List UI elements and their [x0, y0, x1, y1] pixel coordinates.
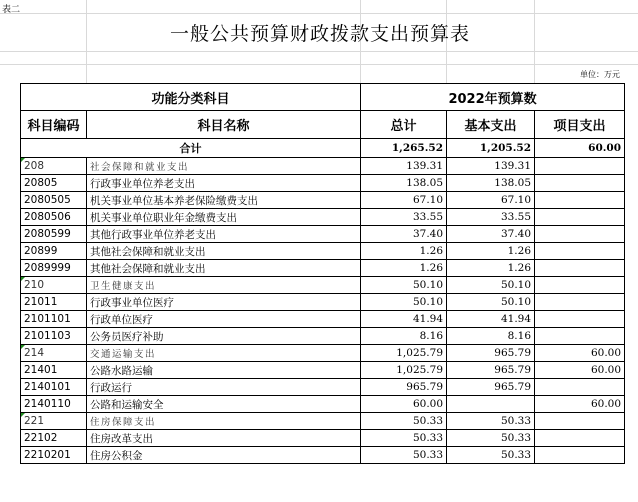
row-code: 2140110	[21, 396, 87, 413]
header-name: 科目名称	[87, 111, 361, 139]
row-project	[535, 158, 625, 175]
row-total: 8.16	[361, 328, 447, 345]
row-total: 965.79	[361, 379, 447, 396]
table-row	[21, 175, 625, 192]
table-row	[21, 311, 625, 328]
row-total: 33.55	[361, 209, 447, 226]
total-project: 60.00	[535, 139, 625, 158]
row-code: 2089999	[21, 260, 87, 277]
row-code-text: 214	[24, 347, 45, 359]
row-name: 公路水路运输	[87, 362, 361, 379]
row-total: 138.05	[361, 175, 447, 192]
row-basic: 1.26	[447, 260, 535, 277]
table-row	[21, 430, 625, 447]
row-total: 41.94	[361, 311, 447, 328]
header-row-group	[21, 84, 625, 111]
cell-marker-icon	[21, 158, 25, 162]
table-row	[21, 362, 625, 379]
table-row	[21, 243, 625, 260]
row-code: 2101101	[21, 311, 87, 328]
row-total: 1.26	[361, 243, 447, 260]
row-total: 50.33	[361, 413, 447, 430]
header-basic: 基本支出	[447, 111, 535, 139]
row-name: 机关事业单位职业年金缴费支出	[87, 209, 361, 226]
row-total: 50.33	[361, 447, 447, 464]
row-name: 卫生健康支出	[87, 277, 361, 294]
budget-table	[20, 83, 625, 464]
row-name: 行政运行	[87, 379, 361, 396]
row-basic: 138.05	[447, 175, 535, 192]
unit-label: 单位：万元	[580, 70, 620, 79]
row-basic: 965.79	[447, 345, 535, 362]
row-basic: 1.26	[447, 243, 535, 260]
header-functional-class: 功能分类科目	[21, 84, 361, 111]
table-row	[21, 260, 625, 277]
cell-marker-icon	[21, 277, 25, 281]
row-basic: 67.10	[447, 192, 535, 209]
table-row	[21, 447, 625, 464]
row-code-text: 210	[24, 279, 45, 291]
row-project	[535, 294, 625, 311]
row-project: 60.00	[535, 396, 625, 413]
row-project	[535, 311, 625, 328]
row-total: 50.33	[361, 430, 447, 447]
row-project	[535, 209, 625, 226]
row-name: 行政事业单位医疗	[87, 294, 361, 311]
row-basic: 139.31	[447, 158, 535, 175]
row-name: 其他行政事业单位养老支出	[87, 226, 361, 243]
table-row	[21, 396, 625, 413]
row-code: 2210201	[21, 447, 87, 464]
row-basic	[447, 396, 535, 413]
row-code	[21, 277, 87, 294]
row-code	[21, 345, 87, 362]
row-code: 21011	[21, 294, 87, 311]
row-code: 2080599	[21, 226, 87, 243]
total-label: 合计	[21, 139, 361, 158]
row-project	[535, 260, 625, 277]
total-basic: 1,205.52	[447, 139, 535, 158]
header-project: 项目支出	[535, 111, 625, 139]
row-project	[535, 226, 625, 243]
row-basic: 37.40	[447, 226, 535, 243]
row-project	[535, 413, 625, 430]
row-basic: 50.10	[447, 294, 535, 311]
row-total: 67.10	[361, 192, 447, 209]
row-basic: 50.33	[447, 413, 535, 430]
row-basic: 50.33	[447, 430, 535, 447]
row-code: 20899	[21, 243, 87, 260]
cell-marker-icon	[21, 345, 25, 349]
table-row	[21, 192, 625, 209]
row-code-text: 221	[24, 415, 45, 427]
row-name: 行政事业单位养老支出	[87, 175, 361, 192]
table-row	[21, 413, 625, 430]
row-project	[535, 430, 625, 447]
table-row	[21, 277, 625, 294]
row-basic: 50.33	[447, 447, 535, 464]
row-basic: 965.79	[447, 379, 535, 396]
row-total: 139.31	[361, 158, 447, 175]
row-name: 公路和运输安全	[87, 396, 361, 413]
table-row	[21, 345, 625, 362]
table-row	[21, 158, 625, 175]
header-budget-year: 2022年预算数	[361, 84, 625, 111]
row-code: 2140101	[21, 379, 87, 396]
row-name: 交通运输支出	[87, 345, 361, 362]
row-name: 住房保障支出	[87, 413, 361, 430]
table-row	[21, 379, 625, 396]
row-total: 50.10	[361, 277, 447, 294]
row-code	[21, 158, 87, 175]
table-row	[21, 209, 625, 226]
row-name: 住房公积金	[87, 447, 361, 464]
row-code: 2101103	[21, 328, 87, 345]
row-total: 50.10	[361, 294, 447, 311]
row-code: 2080506	[21, 209, 87, 226]
sheet-label: 表二	[2, 5, 21, 15]
header-row-columns	[21, 111, 625, 139]
row-project	[535, 379, 625, 396]
row-project	[535, 277, 625, 294]
row-project	[535, 447, 625, 464]
total-row	[21, 139, 625, 158]
row-basic: 8.16	[447, 328, 535, 345]
row-project	[535, 192, 625, 209]
row-project	[535, 328, 625, 345]
row-project	[535, 175, 625, 192]
table-row	[21, 294, 625, 311]
row-name: 住房改革支出	[87, 430, 361, 447]
header-total: 总计	[361, 111, 447, 139]
row-project: 60.00	[535, 345, 625, 362]
grid-line	[0, 51, 638, 52]
row-total: 37.40	[361, 226, 447, 243]
row-basic: 33.55	[447, 209, 535, 226]
total-total: 1,265.52	[361, 139, 447, 158]
row-total: 1,025.79	[361, 362, 447, 379]
row-name: 其他社会保障和就业支出	[87, 243, 361, 260]
row-project	[535, 243, 625, 260]
row-code: 2080505	[21, 192, 87, 209]
grid-line	[0, 13, 638, 14]
row-code: 20805	[21, 175, 87, 192]
row-code: 22102	[21, 430, 87, 447]
row-name: 其他社会保障和就业支出	[87, 260, 361, 277]
table-body	[21, 158, 625, 464]
row-name: 行政单位医疗	[87, 311, 361, 328]
table-row	[21, 328, 625, 345]
row-code: 21401	[21, 362, 87, 379]
row-name: 机关事业单位基本养老保险缴费支出	[87, 192, 361, 209]
row-total: 1,025.79	[361, 345, 447, 362]
row-project: 60.00	[535, 362, 625, 379]
cell-marker-icon	[21, 413, 25, 417]
row-code-text: 208	[24, 160, 45, 172]
grid-line	[0, 64, 638, 65]
report-title: 一般公共预算财政拨款支出预算表	[169, 23, 470, 45]
header-code: 科目编码	[21, 111, 87, 139]
row-name: 公务员医疗补助	[87, 328, 361, 345]
row-total: 60.00	[361, 396, 447, 413]
row-name: 社会保障和就业支出	[87, 158, 361, 175]
table-row	[21, 226, 625, 243]
row-basic: 41.94	[447, 311, 535, 328]
row-code	[21, 413, 87, 430]
row-basic: 965.79	[447, 362, 535, 379]
row-total: 1.26	[361, 260, 447, 277]
row-basic: 50.10	[447, 277, 535, 294]
